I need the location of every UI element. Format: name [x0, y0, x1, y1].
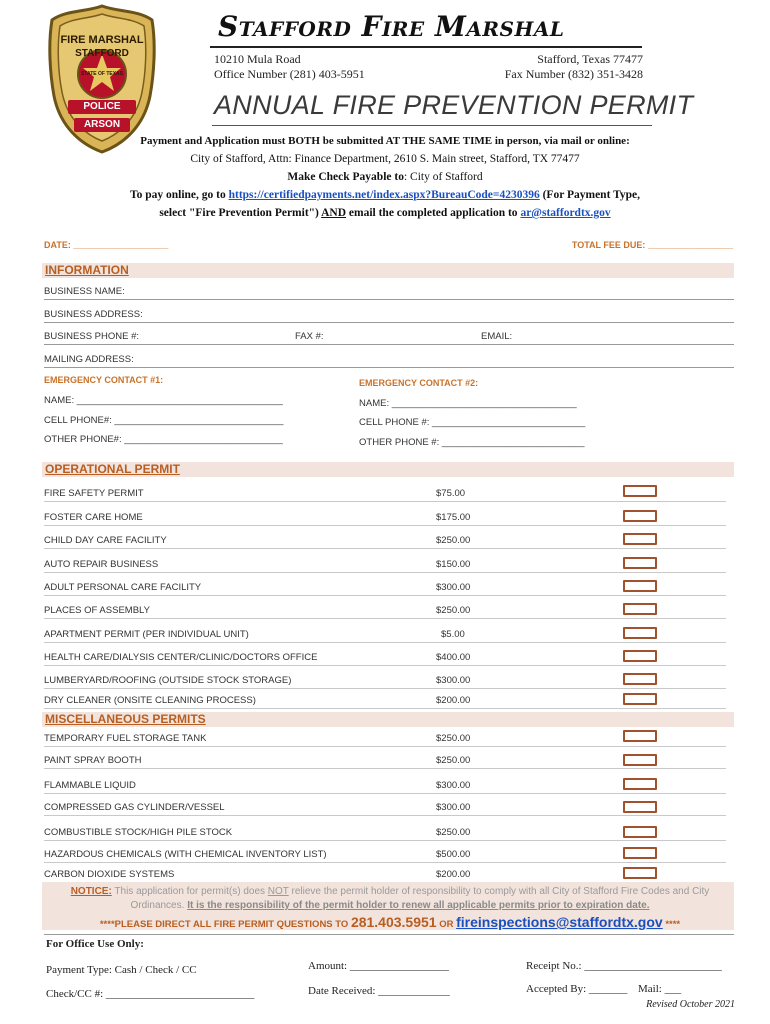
email-field[interactable]: EMAIL:	[481, 331, 513, 342]
permit-price: $250.00	[436, 755, 471, 766]
amount-field[interactable]: Amount: __________________	[308, 960, 449, 972]
questions-line	[50, 914, 730, 930]
check-cc-field[interactable]: Check/CC #: ___________________________	[46, 988, 255, 1000]
permit-checkbox[interactable]	[623, 778, 657, 790]
email-instruction: email the completed application to	[346, 207, 521, 219]
badge-top-text: FIRE MARSHAL	[60, 34, 144, 46]
notice-label: NOTICE:	[70, 886, 112, 897]
permit-checkbox[interactable]	[623, 673, 657, 685]
permit-name: AUTO REPAIR BUSINESS	[44, 559, 159, 570]
date-field[interactable]: DATE: ___________________	[44, 240, 169, 250]
business-phone-field[interactable]: BUSINESS PHONE #:	[44, 331, 140, 342]
questions-phone: 281.403.5951	[350, 914, 437, 930]
permit-name: CHILD DAY CARE FACILITY	[44, 535, 167, 546]
fax-number: Fax Number (832) 351-3428	[504, 67, 643, 81]
emergency-contact-2-heading: EMERGENCY CONTACT #2:	[359, 378, 479, 388]
misc-section-header	[42, 712, 734, 727]
permit-name: HEALTH CARE/DIALYSIS CENTER/CLINIC/DOCTORS OFFICE	[44, 652, 318, 663]
permit-price: $150.00	[436, 559, 471, 570]
permit-checkbox[interactable]	[623, 557, 657, 569]
questions-or: OR	[436, 919, 457, 930]
fire-marshal-badge	[46, 4, 158, 154]
badge-arson-text: ARSON	[83, 119, 121, 130]
permit-price: $300.00	[436, 780, 471, 791]
badge-arc-text: STAFFORD	[75, 48, 129, 59]
permit-checkbox[interactable]	[623, 826, 657, 838]
fire-inspections-email-link[interactable]: fireinspections@staffordtx.gov	[456, 914, 663, 930]
title-rule	[212, 125, 652, 126]
payment-line-4	[0, 189, 770, 201]
header-rule	[210, 46, 642, 48]
permit-price: $500.00	[436, 849, 471, 860]
mail-field[interactable]: Mail: ___	[638, 983, 682, 995]
notice-renewal: It is the responsibility of the permit holder to renew all applicable permits prior to expiration date.	[187, 900, 650, 911]
permit-name: DRY CLEANER (ONSITE CLEANING PROCESS)	[44, 695, 256, 706]
permit-checkbox[interactable]	[623, 867, 657, 879]
permit-price: $250.00	[436, 733, 471, 744]
permit-checkbox[interactable]	[623, 754, 657, 766]
permit-checkbox[interactable]	[623, 693, 657, 705]
date-received-field[interactable]: Date Received: _____________	[308, 985, 450, 997]
notice-text	[50, 885, 730, 913]
permit-price: $300.00	[436, 802, 471, 813]
agency-title: Stafford Fire Marshal	[218, 10, 565, 43]
badge-star-text: STATE OF TEXAS	[80, 71, 124, 77]
information-heading: INFORMATION	[45, 263, 129, 277]
city-state-zip: Stafford, Texas 77477	[537, 52, 643, 66]
contact-2-name-field[interactable]: NAME: ___________________________________	[359, 398, 577, 409]
permit-name: ADULT PERSONAL CARE FACILITY	[44, 582, 202, 593]
questions-suffix: ****	[662, 919, 681, 930]
permit-name: APARTMENT PERMIT (PER INDIVIDUAL UNIT)	[44, 629, 249, 640]
office-divider	[44, 934, 734, 935]
pay-online-prefix: To pay online, go to	[129, 189, 229, 201]
business-name-field[interactable]: BUSINESS NAME:	[44, 285, 734, 300]
permit-name: PAINT SPRAY BOOTH	[44, 755, 142, 766]
permit-price: $250.00	[436, 605, 471, 616]
mailing-address-field[interactable]: MAILING ADDRESS:	[44, 353, 734, 368]
permit-price: $300.00	[436, 582, 471, 593]
and-text: AND	[321, 207, 347, 219]
information-section-header	[42, 263, 734, 278]
payment-line-5	[0, 207, 770, 219]
contact-1-name-field[interactable]: NAME: _______________________________________	[44, 395, 283, 406]
permit-price: $250.00	[436, 535, 471, 546]
permit-price: $400.00	[436, 652, 471, 663]
permit-checkbox[interactable]	[623, 627, 657, 639]
badge-shield-icon	[46, 4, 158, 154]
permit-price: $200.00	[436, 869, 471, 880]
receipt-no-field[interactable]: Receipt No.: _________________________	[526, 960, 722, 972]
payment-line-1	[0, 135, 770, 147]
permit-name: PLACES OF ASSEMBLY	[44, 605, 150, 616]
office-use-heading: For Office Use Only:	[46, 938, 144, 950]
badge-police-text: POLICE	[83, 101, 121, 112]
notice-text-2: relieve the permit holder of responsibility to comply with all City of Stafford Fire Codes and City Ordinances.	[130, 886, 710, 911]
application-email-link[interactable]: ar@staffordtx.gov	[520, 207, 611, 219]
permit-price: $250.00	[436, 827, 471, 838]
total-fee-field[interactable]: TOTAL FEE DUE: _________________	[571, 240, 733, 250]
contact-1-other-field[interactable]: OTHER PHONE#: ______________________________	[44, 434, 283, 445]
misc-heading: MISCELLANEOUS PERMITS	[45, 712, 206, 726]
contact-2-cell-field[interactable]: CELL PHONE #: _____________________________	[359, 417, 586, 428]
operational-section-header	[42, 462, 734, 477]
contact-2-other-field[interactable]: OTHER PHONE #: ___________________________	[359, 437, 585, 448]
payment-link[interactable]: https://certifiedpayments.net/index.aspx?BureauCode=4230396	[228, 189, 540, 201]
permit-price: $200.00	[436, 695, 471, 706]
permit-checkbox[interactable]	[623, 801, 657, 813]
select-permit-text: select "Fire Prevention Permit")	[159, 207, 322, 219]
business-phone-row	[44, 330, 734, 345]
pay-online-suffix: (For Payment Type,	[539, 189, 641, 201]
permit-price: $175.00	[436, 512, 471, 523]
form-title: ANNUAL FIRE PREVENTION PERMIT	[214, 90, 694, 120]
permit-name: HAZARDOUS CHEMICALS (WITH CHEMICAL INVENTORY LIST)	[44, 849, 327, 860]
permit-checkbox[interactable]	[623, 580, 657, 592]
permit-checkbox[interactable]	[623, 847, 657, 859]
revision-date: Revised October 2021	[646, 999, 735, 1010]
address-street: 10210 Mula Road	[214, 52, 301, 66]
permit-checkbox[interactable]	[623, 650, 657, 662]
notice-not: NOT	[267, 886, 289, 897]
operational-heading: OPERATIONAL PERMIT	[45, 462, 180, 476]
permit-checkbox[interactable]	[623, 533, 657, 545]
fax-field[interactable]: FAX #:	[295, 331, 324, 342]
payment-line-1-text: Payment and Application must BOTH be submitted AT THE SAME TIME in person, via mail or online:	[140, 135, 630, 147]
permit-price: $300.00	[436, 675, 471, 686]
permit-price: $75.00	[436, 488, 466, 499]
permit-name: COMBUSTIBLE STOCK/HIGH PILE STOCK	[44, 827, 233, 838]
permit-name: COMPRESSED GAS CYLINDER/VESSEL	[44, 802, 225, 813]
payment-type-field[interactable]: Payment Type: Cash / Check / CC	[46, 964, 197, 976]
permit-checkbox[interactable]	[623, 510, 657, 522]
questions-prefix: ****PLEASE DIRECT ALL FIRE PERMIT QUESTIONS TO	[99, 919, 351, 930]
payment-line-2: City of Stafford, Attn: Finance Department, 2610 S. Main street, Stafford, TX 77477	[190, 153, 580, 165]
permit-name: LUMBERYARD/ROOFING (OUTSIDE STOCK STORAGE)	[44, 675, 292, 686]
permit-name: TEMPORARY FUEL STORAGE TANK	[44, 733, 207, 744]
contact-1-cell-field[interactable]: CELL PHONE#: ________________________________	[44, 415, 284, 426]
permit-name: FLAMMABLE LIQUID	[44, 780, 136, 791]
permit-checkbox[interactable]	[623, 730, 657, 742]
permit-checkbox[interactable]	[623, 485, 657, 497]
business-address-field[interactable]: BUSINESS ADDRESS:	[44, 308, 734, 323]
emergency-contact-1-heading: EMERGENCY CONTACT #1:	[44, 375, 164, 385]
office-number: Office Number (281) 403-5951	[214, 67, 365, 81]
permit-name: CARBON DIOXIDE SYSTEMS	[44, 869, 175, 880]
permit-checkbox[interactable]	[623, 603, 657, 615]
notice-text-1: This application for permit(s) does	[111, 886, 268, 897]
permit-price: $5.00	[441, 629, 465, 640]
accepted-by-field[interactable]: Accepted By: _______	[526, 983, 628, 995]
permit-name: FIRE SAFETY PERMIT	[44, 488, 144, 499]
permit-name: FOSTER CARE HOME	[44, 512, 143, 523]
make-check-value: : City of Stafford	[403, 171, 483, 183]
payment-line-3	[0, 171, 770, 183]
make-check-label: Make Check Payable to	[287, 171, 404, 183]
